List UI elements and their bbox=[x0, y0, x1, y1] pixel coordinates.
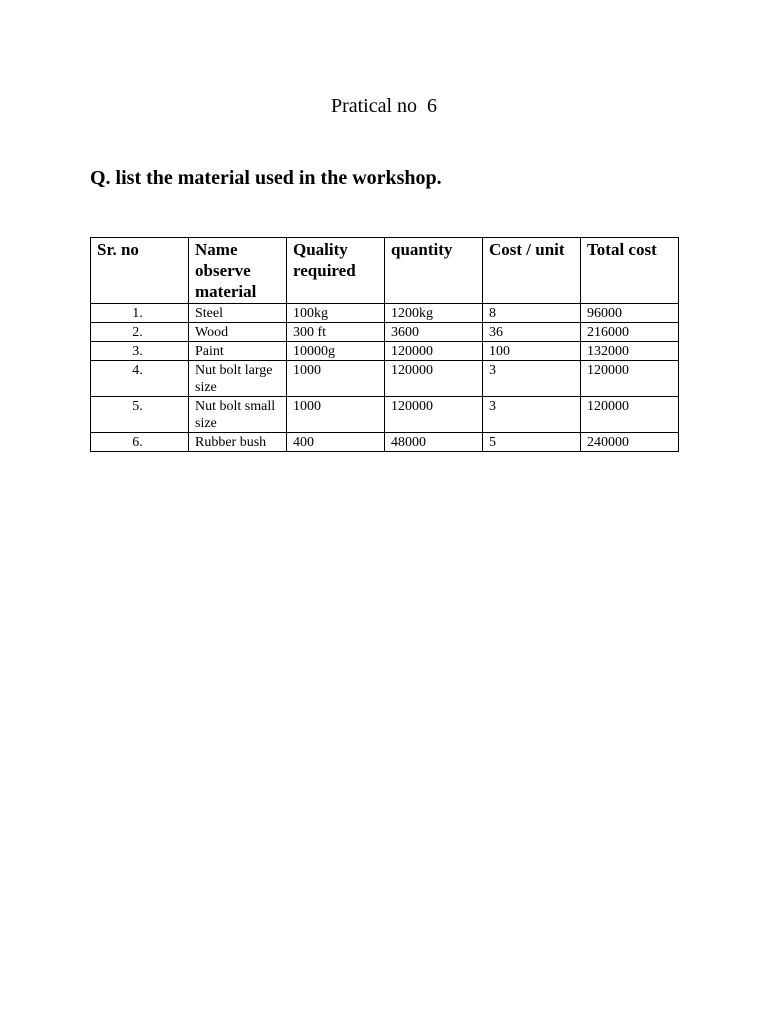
cell-name: Nut bolt large size bbox=[189, 361, 287, 397]
header-cost-unit: Cost / unit bbox=[483, 238, 581, 304]
cell-quality: 100kg bbox=[287, 304, 385, 323]
header-sr-no: Sr. no bbox=[91, 238, 189, 304]
cell-cost-unit: 36 bbox=[483, 323, 581, 342]
header-quantity: quantity bbox=[385, 238, 483, 304]
cell-quantity: 3600 bbox=[385, 323, 483, 342]
cell-name: Wood bbox=[189, 323, 287, 342]
cell-quality: 10000g bbox=[287, 342, 385, 361]
header-total-cost: Total cost bbox=[581, 238, 679, 304]
cell-total-cost: 132000 bbox=[581, 342, 679, 361]
header-name: Name observe material bbox=[189, 238, 287, 304]
cell-sr-no: 1. bbox=[91, 304, 189, 323]
cell-quality: 300 ft bbox=[287, 323, 385, 342]
table-header-row bbox=[91, 238, 679, 304]
cell-cost-unit: 8 bbox=[483, 304, 581, 323]
cell-sr-no: 2. bbox=[91, 323, 189, 342]
cell-total-cost: 216000 bbox=[581, 323, 679, 342]
cell-quality: 400 bbox=[287, 433, 385, 452]
cell-total-cost: 240000 bbox=[581, 433, 679, 452]
cell-sr-no: 5. bbox=[91, 397, 189, 433]
material-table bbox=[90, 237, 679, 452]
table-row bbox=[91, 361, 679, 397]
cell-sr-no: 3. bbox=[91, 342, 189, 361]
cell-name: Rubber bush bbox=[189, 433, 287, 452]
table-row bbox=[91, 397, 679, 433]
page-title: Pratical no 6 bbox=[330, 95, 438, 117]
cell-cost-unit: 3 bbox=[483, 361, 581, 397]
cell-total-cost: 96000 bbox=[581, 304, 679, 323]
cell-name: Paint bbox=[189, 342, 287, 361]
header-quality: Quality required bbox=[287, 238, 385, 304]
cell-name: Nut bolt small size bbox=[189, 397, 287, 433]
cell-quantity: 120000 bbox=[385, 342, 483, 361]
cell-cost-unit: 5 bbox=[483, 433, 581, 452]
cell-total-cost: 120000 bbox=[581, 397, 679, 433]
table-row bbox=[91, 433, 679, 452]
cell-quantity: 120000 bbox=[385, 397, 483, 433]
cell-cost-unit: 100 bbox=[483, 342, 581, 361]
cell-total-cost: 120000 bbox=[581, 361, 679, 397]
cell-sr-no: 6. bbox=[91, 433, 189, 452]
cell-quantity: 120000 bbox=[385, 361, 483, 397]
cell-sr-no: 4. bbox=[91, 361, 189, 397]
table-row bbox=[91, 304, 679, 323]
table-row bbox=[91, 323, 679, 342]
cell-quality: 1000 bbox=[287, 397, 385, 433]
cell-name: Steel bbox=[189, 304, 287, 323]
cell-quantity: 1200kg bbox=[385, 304, 483, 323]
question-heading: Q. list the material used in the workshop. bbox=[90, 167, 442, 189]
cell-quality: 1000 bbox=[287, 361, 385, 397]
cell-cost-unit: 3 bbox=[483, 397, 581, 433]
cell-quantity: 48000 bbox=[385, 433, 483, 452]
table-row bbox=[91, 342, 679, 361]
